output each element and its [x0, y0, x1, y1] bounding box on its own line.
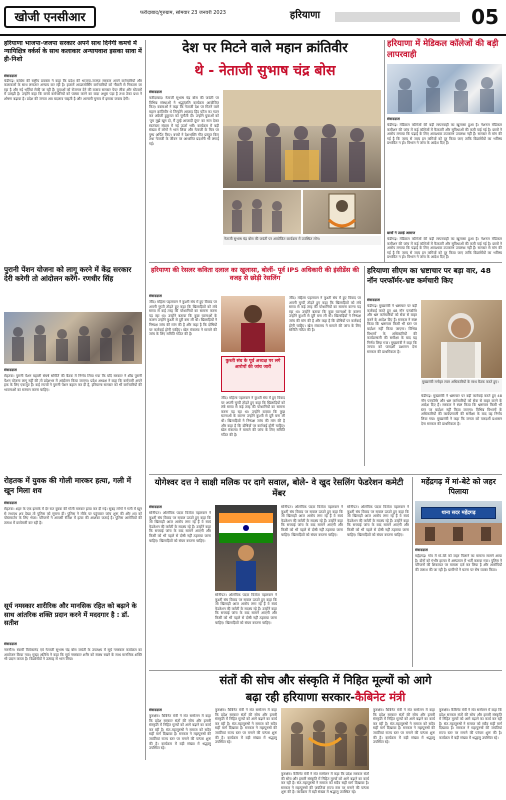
bose-event-photo: [223, 90, 381, 188]
dateline: फरीदाबाद/गुरुग्राम, सोमवार 23 जनवरी 2023: [140, 10, 226, 16]
section-divider: [149, 262, 502, 263]
bose-story: [149, 90, 381, 245]
story-body-col2: जींद। महिला पहलवान ने कुश्ती संघ में हुए विवाद पर अपनी चुप्पी तोड़ते हुए कहा कि खिलाड़ियों को लंबे समय से कई तरह की परेशानियों का सामना करना पड़ रहा था। उन्होंने बताया कि कुछ घटनाओं के कारण उन्होंने कुश्ती से दूरी बना ली थी। खिलाड़ियों ने निष्पक्ष जांच की मांग की है और कहा है कि दोषियों पर कार्रवाई होनी चाहिए। खेल मंत्रालय ने मामले की जांच के लिए समिति गठित की है।: [221, 396, 285, 437]
story-byline: संवाददाता: [149, 708, 163, 712]
section-label: हरियाणा: [289, 10, 321, 21]
event-figures: [223, 90, 381, 188]
garlanded-portrait: [303, 190, 381, 234]
story-byline: संवाददाता: [4, 368, 18, 372]
story-byline: संवाददाता: [367, 298, 381, 302]
story-body-col2: सोनीपत। ओलंपिक पदक विजेता पहलवान ने कुश्ती संघ विवाद पर सवाल उठाते हुए कहा कि जो खिलाड़ी आज आरोप लगा रहे हैं वे स्वयं फेडरेशन की कमेटी के सदस्य रहे हैं। उन्होंने कहा कि सच्चाई जांच के बाद सामने आएगी और किसी को भी पहले से दोषी नहीं ठहराया जाना चाहिए। खिलाड़ियों को संयम बरतना चाहिए।: [215, 593, 277, 625]
story-body-cont: चंडीगढ़। मेडिकल कॉलेजों की बड़ी लापरवाही का खुलासा हुआ है। नेशनल मेडिकल कमीशन की जांच में कई कॉलेजों में फैकल्टी और सुविधाओं की कमी पाई गई है। छात्रों ने आरोप लगाया कि पढ़ाई के लिए आवश्यक उपकरण उपलब्ध नहीं हैं। सरकार से मांग की गई है कि जल्द से जल्द इन कमियों को दूर किया जाए ताकि विद्यार्थियों का भविष्य प्रभावित न हो। विभाग ने जांच के आदेश दिए हैं।: [387, 237, 502, 260]
bottom-headline-suffix: कैबिनेट मंत्री: [354, 690, 406, 704]
story-body-col5: कुरुक्षेत्र। कैबिनेट मंत्री ने संत सम्मेलन में कहा कि प्रदेश सरकार संतों की सोच और हमारी संस्कृति में निहित मूल्यों को आगे बढ़ाने का कार्य कर रही है। संत-महापुरुषों ने समाज को सदैव सही मार्ग दिखाया है। सरकार ने महापुरुषों की जयंतियां राज्य स्तर पर मनाने की परंपरा शुरू की है। कार्यक्रम में बड़ी संख्या में श्रद्धालु उपस्थित रहे।: [439, 708, 502, 740]
story-body: कुरुक्षेत्र। कैबिनेट मंत्री ने संत सम्मेलन में कहा कि प्रदेश सरकार संतों की सोच और हमारी संस्कृति में निहित मूल्यों को आगे बढ़ाने का कार्य कर रही है। संत-महापुरुषों ने समाज को सदैव सही मार्ग दिखाया है। सरकार ने महापुरुषों की जयंतियां राज्य स्तर पर मनाने की परंपरा शुरू की है। कार्यक्रम में बड़ी संख्या में श्रद्धालु उपस्थित रहे।: [149, 714, 211, 751]
story-body-col2: चंडीगढ़। मुख्यमंत्री ने भ्रष्टाचार पर बड़ी कार्रवाई करते हुए 48 नॉन परफॉर्मर और भ्रष्ट कर्मचारियों को सेवा से बाहर करने के आदेश दिए हैं। सरकार ने स्पष्ट किया कि भ्रष्टाचार किसी भी स्तर पर बर्दाश्त नहीं किया जाएगा। विभिन्न विभागों के अधिकारियों की कार्यप्रणाली की समीक्षा के बाद यह निर्णय लिया गया। मुख्यमंत्री ने कहा कि जनता को पारदर्शी प्रशासन देना सरकार की प्राथमिकता है।: [421, 394, 502, 426]
column-divider: [145, 40, 146, 760]
column-divider: [384, 40, 385, 262]
story-body-col3: सोनीपत। ओलंपिक पदक विजेता पहलवान ने कुश्ती संघ विवाद पर सवाल उठाते हुए कहा कि जो खिलाड़ी आज आरोप लगा रहे हैं वे स्वयं फेडरेशन की कमेटी के सदस्य रहे हैं। उन्होंने कहा कि सच्चाई जांच के बाद सामने आएगी और किसी को भी पहले से दोषी नहीं ठहराया जाना चाहिए। खिलाड़ियों को संयम बरतना चाहिए।: [281, 505, 343, 537]
athlete-with-flag: [215, 505, 277, 591]
story-body-col3: जींद। महिला पहलवान ने कुश्ती संघ में हुए विवाद पर अपनी चुप्पी तोड़ते हुए कहा कि खिलाड़ियों को लंबे समय से कई तरह की परेशानियों का सामना करना पड़ रहा था। उन्होंने बताया कि कुछ घटनाओं के कारण उन्होंने कुश्ती से दूरी बना ली थी। खिलाड़ियों ने निष्पक्ष जांच की मांग की है और कहा है कि दोषियों पर कार्रवाई होनी चाहिए। खेल मंत्रालय ने मामले की जांच के लिए समिति गठित की है।: [289, 296, 361, 333]
story-headline: हरियाणा भाजपा-जजपा सरकार अपने साथ दिनेंगी कमचे में न्यायिक्षित्र वर्कर्स के साथ कलाकार अन्यायवाश इसका सावा में ही-निशो: [4, 40, 142, 63]
photo-caption: मुख्यमंत्री मनोहर लाल अधिकारियों के साथ बैठक करते हुए।: [421, 379, 502, 392]
medical-college-photo: [387, 64, 502, 114]
cm-portrait: [421, 300, 502, 378]
photo-caption: नेताजी सुभाष चंद्र बोस की जयंती पर आयोजित कार्यक्रम में उपस्थित लोग।: [223, 236, 381, 245]
group-figures: [223, 190, 301, 234]
mahendragarh-story: [415, 477, 502, 667]
story-headline: रोहतक में युवक की गोली मारकर हत्या, गली में खून मिला शव: [4, 476, 132, 495]
story-byline: संवाददाता: [4, 642, 18, 646]
corruption-story: [367, 266, 502, 466]
brand-logo: [4, 6, 96, 28]
story-body: फरीदाबाद। नेताजी सुभाष चंद्र बोस की जयंती पर विभिन्न संस्थाओं ने श्रद्धांजलि कार्यक्रम आयोजित किए। वक्ताओं ने कहा कि नेताजी देश पर मिटने वाले महान क्रांतिवीर थे जिन्होंने आजाद हिंद फौज का गठन कर अंग्रेजी हुकूमत को चुनौती दी। उन्होंने युवाओं को 'तुम मुझे खून दो, मैं तुम्हें आजादी दूंगा' का नारा देकर स्वतंत्रता संग्राम में नई ऊर्जा भरी। कार्यक्रम में बड़ी संख्या में लोगों ने भाग लिया और नेताजी के चित्र पर पुष्प अर्पित किए। बच्चों ने देशभक्ति गीत प्रस्तुत किए तथा नेताजी के जीवन पर आधारित प्रदर्शनी भी लगाई गई।: [149, 96, 219, 146]
story-byline: संवाददाता: [4, 74, 18, 78]
wrestler-figure: [221, 296, 285, 352]
bottom-headline-line2: [149, 689, 502, 706]
bottom-banner: [149, 672, 502, 706]
story-body-col2: कुरुक्षेत्र। कैबिनेट मंत्री ने संत सम्मेलन में कहा कि प्रदेश सरकार संतों की सोच और हमारी संस्कृति में निहित मूल्यों को आगे बढ़ाने का कार्य कर रही है। संत-महापुरुषों ने समाज को सदैव सही मार्ग दिखाया है। सरकार ने महापुरुषों की जयंतियां राज्य स्तर पर मनाने की परंपरा शुरू की है। कार्यक्रम में बड़ी संख्या में श्रद्धालु उपस्थित रहे।: [215, 708, 277, 745]
story-byline: संवाददाता: [4, 501, 18, 505]
sign-text: थाना सदर महेंद्रगढ़: [441, 510, 476, 516]
classroom-figures: [387, 64, 502, 114]
ceremony-figures: [281, 708, 369, 770]
building-shape: [415, 501, 502, 545]
story-headline: हरियाणा सीएम का भ्रष्टाचार पर बड़ा वार, 48 नॉन परफॉर्मर-भ्रष्ट कर्मचारी किए: [367, 266, 491, 285]
pullquote-box: [221, 356, 285, 392]
pension-meeting-photo: [4, 312, 142, 364]
story-body: जींद। महिला पहलवान ने कुश्ती संघ में हुए विवाद पर अपनी चुप्पी तोड़ते हुए कहा कि खिलाड़ियों को लंबे समय से कई तरह की परेशानियों का सामना करना पड़ रहा था। उन्होंने बताया कि कुछ घटनाओं के कारण उन्होंने कुश्ती से दूरी बना ली थी। खिलाड़ियों ने निष्पक्ष जांच की मांग की है और कहा है कि दोषियों पर कार्रवाई होनी चाहिए। खेल मंत्रालय ने मामले की जांच के लिए समिति गठित की है।: [149, 300, 217, 337]
bottom-headline-line1: संतों की सोच और संस्कृति में निहित मूल्यों को आगे: [219, 673, 432, 687]
story-byline: संवाददाता: [149, 505, 163, 509]
left-column: [4, 40, 142, 760]
story-headline: योगेश्वर दत्त ने साक्षी मलिक पर दागे सवाल, बोले- वे खुद रेसलिंग फेडरेशन कमेटी मेंबर: [154, 477, 404, 498]
medical-headline: हरियाणा में मेडिकल कॉलेजों की बड़ी लापरवाही: [387, 38, 499, 59]
story-body: चंडीगढ़। मेडिकल कॉलेजों की बड़ी लापरवाही का खुलासा हुआ है। नेशनल मेडिकल कमीशन की जांच में कई कॉलेजों में फैकल्टी और सुविधाओं की कमी पाई गई है। छात्रों ने आरोप लगाया कि पढ़ाई के लिए आवश्यक उपकरण उपलब्ध नहीं हैं। सरकार से मांग की गई है कि जल्द से जल्द इन कमियों को दूर किया जाए ताकि विद्यार्थियों का भविष्य प्रभावित न हो। विभाग ने जांच के आदेश दिए हैं।: [387, 123, 502, 146]
banner-headline-line1: देश पर मिटने वाले महान क्रांतिवीर: [182, 41, 348, 56]
story-headline: [387, 38, 502, 62]
wrestling-story: [149, 266, 361, 471]
story-body: रोहतक। पुरानी पेंशन बहाली संघर्ष समिति की बैठक में निर्णय लिया गया कि यदि सरकार ने शीघ्र पुरानी पेंशन योजना लागू नहीं की तो प्रदेशभर में आंदोलन किया जाएगा। प्रदेश अध्यक्ष ने कहा कि कर्मचारी अपने हक के लिए एकजुट हैं। कई राज्यों ने पुरानी पेंशन बहाल कर दी है, हरियाणा सरकार को भी कर्मचारियों की भावनाओं का सम्मान करना चाहिए।: [4, 374, 142, 392]
story-body: चंडीगढ़। कांग्रेस की राष्ट्रीय प्रवक्ता ने कहा कि प्रदेश की भाजपा-जजपा सरकार अपने कर्मचारियों और कलाकारों के साथ लगातार अन्याय कर रही है। हजारों आउटसोर्सिंग कर्मचारियों को नौकरी से निकाला जा रहा है और नई भर्तियां रोकी जा रही हैं। युवाओं को रोजगार देने की बजाय सरकार पेपर लीक और घोटालों में उलझी है। उन्होंने कहा कि कच्चे कर्मचारियों को पक्का करने का वादा अधूरा पड़ा है तथा ठेका प्रथा ने शोषण बढ़ाया है। प्रदेश की जनता अब बदलाव चाहती है और आगामी चुनाव में इसका जवाब देगी।: [4, 78, 142, 101]
story-body: चंडीगढ़। मुख्यमंत्री ने भ्रष्टाचार पर बड़ी कार्रवाई करते हुए 48 नॉन परफॉर्मर और भ्रष्ट कर्मचारियों को सेवा से बाहर करने के आदेश दिए हैं। सरकार ने स्पष्ट किया कि भ्रष्टाचार किसी भी स्तर पर बर्दाश्त नहीं किया जाएगा। विभिन्न विभागों के अधिकारियों की कार्यप्रणाली की समीक्षा के बाद यह निर्णय लिया गया। मुख्यमंत्री ने कहा कि जनता को पारदर्शी प्रशासन देना सरकार की प्राथमिकता है।: [367, 304, 417, 354]
story-headline: महेंद्रगढ़ में मां-बेटे को जहर पिलाया: [421, 477, 496, 496]
story-body-col3: कुरुक्षेत्र। कैबिनेट मंत्री ने संत सम्मेलन में कहा कि प्रदेश सरकार संतों की सोच और हमारी संस्कृति में निहित मूल्यों को आगे बढ़ाने का कार्य कर रही है। संत-महापुरुषों ने समाज को सदैव सही मार्ग दिखाया है। सरकार ने महापुरुषों की जयंतियां राज्य स्तर पर मनाने की परंपरा शुरू की है। कार्यक्रम में बड़ी संख्या में श्रद्धालु उपस्थित रहे।: [281, 772, 369, 795]
cm-photo: [421, 300, 502, 378]
bose-banner: [149, 38, 381, 86]
medical-story: [387, 38, 502, 263]
section-divider: [149, 670, 502, 671]
section-bar: [335, 12, 460, 22]
story-byline: संवाददाता: [387, 117, 401, 121]
police-station-photo: [415, 501, 502, 545]
section-divider: [149, 474, 502, 475]
bose-event-photo-2: [223, 190, 301, 234]
story-body: नारनौल। स्वामी विवेकानंद एवं नेताजी सुभाष चंद्र बोस जयंती के उपलक्ष्य में सूर्य नमस्कार कार्यक्रम का आयोजन किया गया। मुख्य अतिथि ने कहा कि सूर्य नमस्कार शरीर को स्वस्थ रखने के साथ मानसिक शक्ति भी प्रदान करता है। विद्यार्थियों ने उत्साह से भाग लिया।: [4, 648, 142, 662]
story-body: रोहतक। शहर के एक इलाके में देर रात युवक की गोली मारकर हत्या कर दी गई। सुबह लोगों ने गली में खून से लथपथ शव देखा तो पुलिस को सूचना दी। पुलिस ने मौके पर पहुंचकर जांच शुरू की और शव को पोस्टमार्टम के लिए भेजा। परिजनों ने आपसी रंजिश में हत्या की आशंका जताई है। पुलिस आरोपियों की तलाश में छापेमारी कर रही है।: [4, 507, 142, 525]
wrestler-photo: [221, 296, 285, 352]
saints-story: [149, 708, 502, 796]
story-body: सोनीपत। ओलंपिक पदक विजेता पहलवान ने कुश्ती संघ विवाद पर सवाल उठाते हुए कहा कि जो खिलाड़ी आज आरोप लगा रहे हैं वे स्वयं फेडरेशन की कमेटी के सदस्य रहे हैं। उन्होंने कहा कि सच्चाई जांच के बाद सामने आएगी और किसी को भी पहले से दोषी नहीं ठहराया जाना चाहिए। खिलाड़ियों को संयम बरतना चाहिए।: [149, 511, 211, 543]
column-divider: [412, 477, 413, 667]
bose-portrait-photo: [303, 190, 381, 234]
story-byline: संवाददाता: [149, 294, 163, 298]
wrestler-flag-photo: [215, 505, 277, 591]
story-body-col4: कुरुक्षेत्र। कैबिनेट मंत्री ने संत सम्मेलन में कहा कि प्रदेश सरकार संतों की सोच और हमारी संस्कृति में निहित मूल्यों को आगे बढ़ाने का कार्य कर रही है। संत-महापुरुषों ने समाज को सदैव सही मार्ग दिखाया है। सरकार ने महापुरुषों की जयंतियां राज्य स्तर पर मनाने की परंपरा शुरू की है। कार्यक्रम में बड़ी संख्या में श्रद्धालु उपस्थित रहे।: [373, 708, 435, 745]
page-number: 05: [471, 5, 499, 29]
people-figures: [4, 312, 142, 364]
story-byline: संवाददाता: [415, 548, 429, 552]
column-divider: [364, 266, 365, 466]
yogeshwar-story: [149, 477, 409, 667]
story-headline: सूर्य नमस्कार शारीरिक और मानसिक रहित को बढ़ाने के साथ आंतरिक शक्ति प्रदान करने में मददगार है : डॉ. सतीश: [4, 602, 137, 628]
story-byline: संवाददाता: [149, 90, 163, 94]
pullquote-text: कुश्ती संघ के पूर्व अध्यक्ष पर लगे आरोपों की जांच जारी: [225, 359, 281, 370]
minister-event-photo: [281, 708, 369, 770]
story-headline: पुरानी पेंशन योजना को लागू करने में केंद्र सरकार देरी करेगी तो आंदोलन करेंगे- रणधीर सिंह: [4, 264, 132, 283]
story-headline: हरियाणा की रेसलर कविता दलाल का खुलासा, बोलीं- पूर्व IPS अधिकारी की इंसीडेंस की वजह से छोड़ी रेसलिंग: [150, 266, 360, 283]
banner-headline-line2: थे - नेताजी सुभाष चंद्र बोस: [194, 63, 336, 79]
bottom-headline-prefix: बढ़ा रही हरियाणा सरकार-: [245, 690, 355, 704]
story-body: महेंद्रगढ़। गांव में मां-बेटे को जहर पिलाने का मामला सामने आया है। दोनों को गंभीर हालत में अस्पताल में भर्ती कराया गया। पुलिस ने परिजनों की शिकायत पर मामला दर्ज कर लिया है और आरोपियों की तलाश की जा रही है। ग्रामीणों ने घटना पर रोष व्यक्त किया।: [415, 554, 502, 572]
story-body-col4: सोनीपत। ओलंपिक पदक विजेता पहलवान ने कुश्ती संघ विवाद पर सवाल उठाते हुए कहा कि जो खिलाड़ी आज आरोप लगा रहे हैं वे स्वयं फेडरेशन की कमेटी के सदस्य रहे हैं। उन्होंने कहा कि सच्चाई जांच के बाद सामने आएगी और किसी को भी पहले से दोषी नहीं ठहराया जाना चाहिए। खिलाड़ियों को संयम बरतना चाहिए।: [347, 505, 409, 537]
story-subhead: छात्रों ने उठाई आवाज: [387, 231, 416, 235]
brand-name: खोजी एनसीआर: [14, 10, 86, 24]
masthead: [0, 0, 506, 36]
